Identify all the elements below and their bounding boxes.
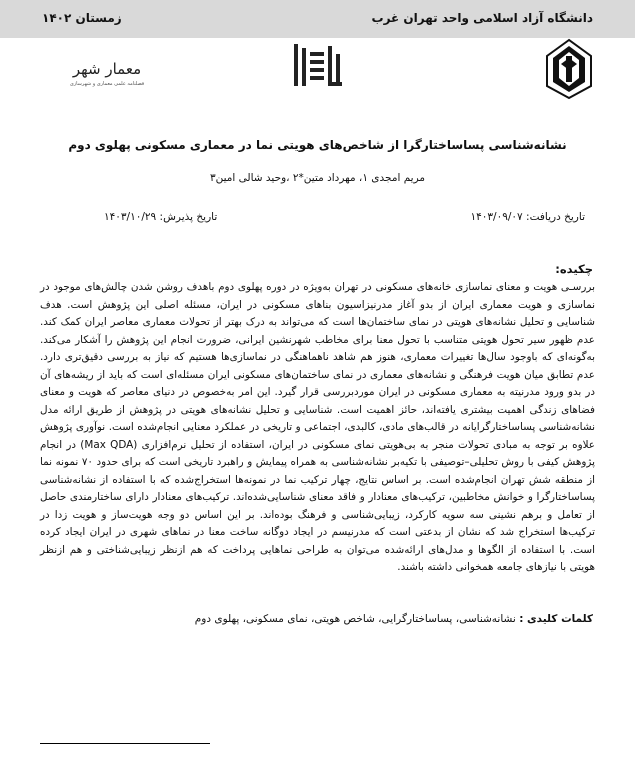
university-name: دانشگاه آزاد اسلامی واحد تهران غرب bbox=[371, 11, 593, 25]
received-date: ۱۴۰۳/۰۹/۰۷ bbox=[470, 211, 523, 223]
received-label: تاریخ دریافت: bbox=[526, 211, 585, 223]
article-title: نشانه‌شناسی پساساختارگرا از شاخص‌های هویتی نما در معماری مسکونی پهلوی دوم bbox=[68, 138, 567, 152]
accepted-date-line bbox=[104, 211, 217, 223]
keywords-label: کلمات کلیدی : bbox=[519, 613, 593, 625]
abstract-heading: چکیده: bbox=[555, 262, 593, 276]
accepted-date: ۱۴۰۳/۱۰/۲۹ bbox=[104, 211, 157, 223]
journal-header-bar bbox=[0, 0, 635, 38]
received-date-line bbox=[470, 211, 585, 223]
keywords-text: نشانه‌شناسی، پساساختارگرایی، شاخص هویتی، نمای مسکونی، پهلوی دوم bbox=[194, 613, 516, 625]
journal-emblem bbox=[292, 42, 344, 88]
memar-shahr-logo bbox=[62, 60, 152, 94]
journal-subtitle: فصلنامه علمی معماری و شهرسازی bbox=[69, 81, 145, 87]
issue-season: زمستان ۱۴۰۲ bbox=[42, 11, 122, 25]
journal-name: معمار شهر bbox=[72, 60, 142, 78]
abstract-text: بررسـی هویت و معنای نماسازی خانه‌های مسکونی در تهران به‌ویژه در دوره پهلوی دوم باهدف روشن شدن چالش‌های موجود در نماسازی و هویت معماری ایران از بدو آغاز مدرنیزاسیون بناهای مسکونی در ایران، مسئله اصلی این پژوهش است. هدف شناسایی و تحلیل نشانه‌های هویتی در نمای ساختمان‌ها است که می‌تواند به درک بهتر از تحولات معماری معاصر ایران کمک کند. عدم ظهور سیر تحول هویتی متناسب با تحول معنا برای مخاطب شهرنشین ایرانی، ضرورت انجام این پژوهش را آشکار می‌کند. به‌گونه‌ای که باوجود سال‌ها تغییرات معماری، هنوز هم شاهد ناهماهنگی در نماسازی‌ها هستیم که نیاز به بررسی دقیق‌تری دارد. عدم تطابق میان هویت فرهنگی و نشانه‌های معماری در نمای ساختمان‌های مسکونی ایران مسئله‌ای است که باید از ریشه‌های آن در بدو ورود مدرنیته به معماری مسکونی در ایران موردبررسی قرار گیرد. این امر به‌خصوص در دنیای معاصر که هویت و معنای فضاهای زندگی اهمیت بیشتری یافته‌اند، حائز اهمیت است. شناسایی و تحلیل نشانه‌های هویتی در پژوهش از طریق ارائه مدل نشانه‌شناسی پساساختارگرایانه در قالب‌های مادی، کالبدی، اجتماعی و تاریخی در عملکرد معنایی انجام‌شده است. نوآوری پژوهش علاوه بر توجه به مبادی تحولات منجر به بی‌هویتی نمای مسکونی در ایران، استفاده از تحلیل نرم‌افزاری (Max QDA) در انجام پژوهش کیفی با روش تحلیلی–توصیفی با تکیه‌بر نشانه‌شناسی به همراه پیمایش و راهبرد تاریخی است که برای حدود ۷۰ نمونه نما از منطقه شش تهران انجام‌شده است. بر اساس نتایج، چهار ترکیب نما در نمونه‌ها استخراج‌شده که با استفاده از نشانه‌شناسی پساساختارگرا و خوانش مخاطبین، ترکیب‌های معنادار و فاقد معنای شناسایی‌شده‌اند. ترکیب‌های معنادار دارای ساختارمندی حاصل از تعامل و برهم نشینی سه سویه کارکرد، زیبایی‌شناسی و فرهنگ بوده‌اند. بر این اساس دو وجه هویت‌ساز و هویت زدا در ترکیب‌ها استخراج شد که نشان از بدعتی است که مدرنیسم در ایجاد دوگانه ساخت معنا در نماهای شهری در ایران ایجاد کرده است. با استفاده از الگوها و مدل‌های ارائه‌شده می‌توان به طراحی نماهایی پرداخت که هم ازنظر زیبایی‌شناختی و هم ازنظر هویتی با نیازهای جامعه همخوانی داشته باشند. bbox=[40, 281, 596, 573]
keywords-line bbox=[38, 613, 593, 625]
article-authors: مریم امجدی ۱، مهرداد متین*۲ ،وحید شالی امین۳ bbox=[209, 172, 426, 184]
accepted-label: تاریخ پذیرش: bbox=[159, 211, 218, 223]
university-logo bbox=[539, 38, 599, 100]
footnote-divider bbox=[40, 743, 210, 744]
